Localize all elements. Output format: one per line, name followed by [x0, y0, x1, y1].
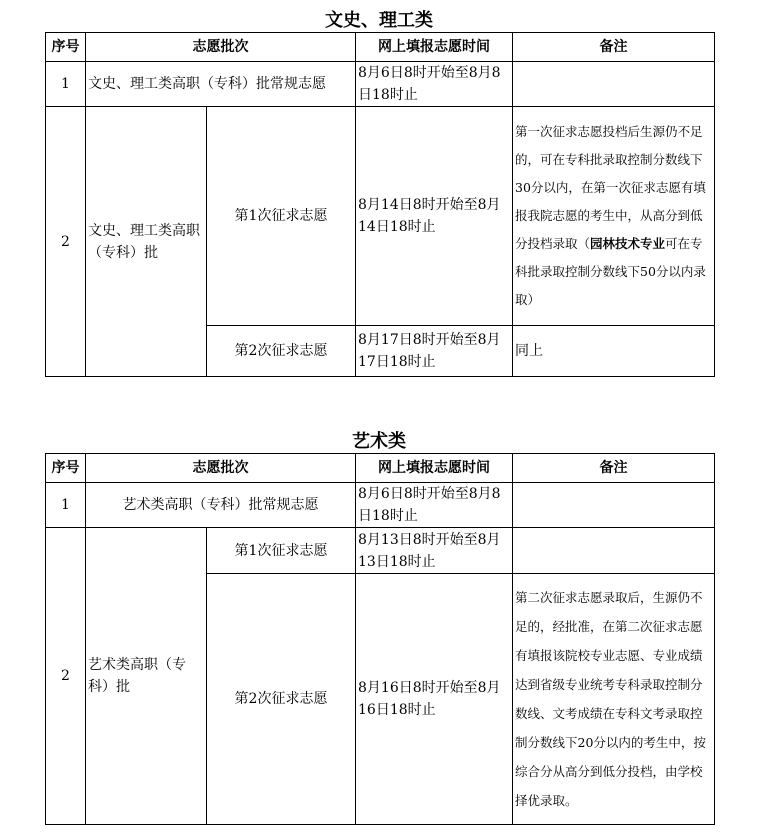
sub-batch-name: 第1次征求志愿 — [207, 107, 356, 326]
header-time: 网上填报志愿时间 — [356, 33, 513, 62]
row-batch: 文史、理工类高职（专科）批 — [86, 107, 207, 377]
row-time: 8月6日8时开始至8月8日18时止 — [356, 62, 513, 107]
row-note — [513, 107, 715, 326]
header-batch: 志愿批次 — [86, 454, 356, 483]
sub-batch-name: 第2次征求志愿 — [207, 574, 356, 825]
row-time: 8月6日8时开始至8月8日18时止 — [356, 483, 513, 528]
row-time: 8月14日8时开始至8月14日18时止 — [356, 107, 513, 326]
table-row — [46, 62, 715, 107]
row-seq: 1 — [46, 62, 86, 107]
table-row — [46, 483, 715, 528]
note-bold-text: 园林技术专业 — [590, 236, 666, 251]
row-note: 同上 — [513, 326, 715, 377]
schedule-table-yishu — [45, 453, 715, 825]
header-batch: 志愿批次 — [86, 33, 356, 62]
section-title-yishu: 艺术类 — [352, 431, 406, 452]
section-title-wenshi-ligong: 文史、理工类 — [325, 10, 433, 31]
row-note — [513, 528, 715, 574]
note-text: 可在专科批录取控制分数线下50分以内录取） — [515, 236, 706, 307]
row-batch: 艺术类高职（专科）批 — [86, 528, 207, 825]
row-batch: 文史、理工类高职（专科）批常规志愿 — [86, 62, 356, 107]
row-batch: 艺术类高职（专科）批常规志愿 — [86, 483, 356, 528]
table-header-row — [46, 33, 715, 62]
header-time: 网上填报志愿时间 — [356, 454, 513, 483]
sub-batch-name: 第2次征求志愿 — [207, 326, 356, 377]
header-note: 备注 — [513, 33, 715, 62]
row-note: 第二次征求志愿录取后，生源仍不足的，经批准，在第二次征求志愿有填报该院校专业志愿、专业成绩达到省级专业统考专科录取控制分数线、文考成绩在专科文考录取控制分数线下20分以内的考生中，按综合分从高分到低分投档，由学校择优录取。 — [513, 574, 715, 825]
table-row — [46, 107, 715, 326]
table-header-row — [46, 454, 715, 483]
row-seq: 1 — [46, 483, 86, 528]
row-note — [513, 483, 715, 528]
row-time: 8月17日8时开始至8月17日18时止 — [356, 326, 513, 377]
row-seq: 2 — [46, 528, 86, 825]
row-time: 8月13日8时开始至8月13日18时止 — [356, 528, 513, 574]
table-row — [46, 528, 715, 574]
note-text: 第一次征求志愿投档后生源仍不足的，可在专科批录取控制分数线下30分以内，在第一次征求志愿有填报我院志愿的考生中，从高分到低分投档录取（ — [515, 124, 706, 251]
header-note: 备注 — [513, 454, 715, 483]
row-seq: 2 — [46, 107, 86, 377]
header-seq: 序号 — [46, 454, 86, 483]
row-time: 8月16日8时开始至8月16日18时止 — [356, 574, 513, 825]
row-note — [513, 62, 715, 107]
header-seq: 序号 — [46, 33, 86, 62]
schedule-table-wenshi-ligong — [45, 32, 715, 377]
sub-batch-name: 第1次征求志愿 — [207, 528, 356, 574]
